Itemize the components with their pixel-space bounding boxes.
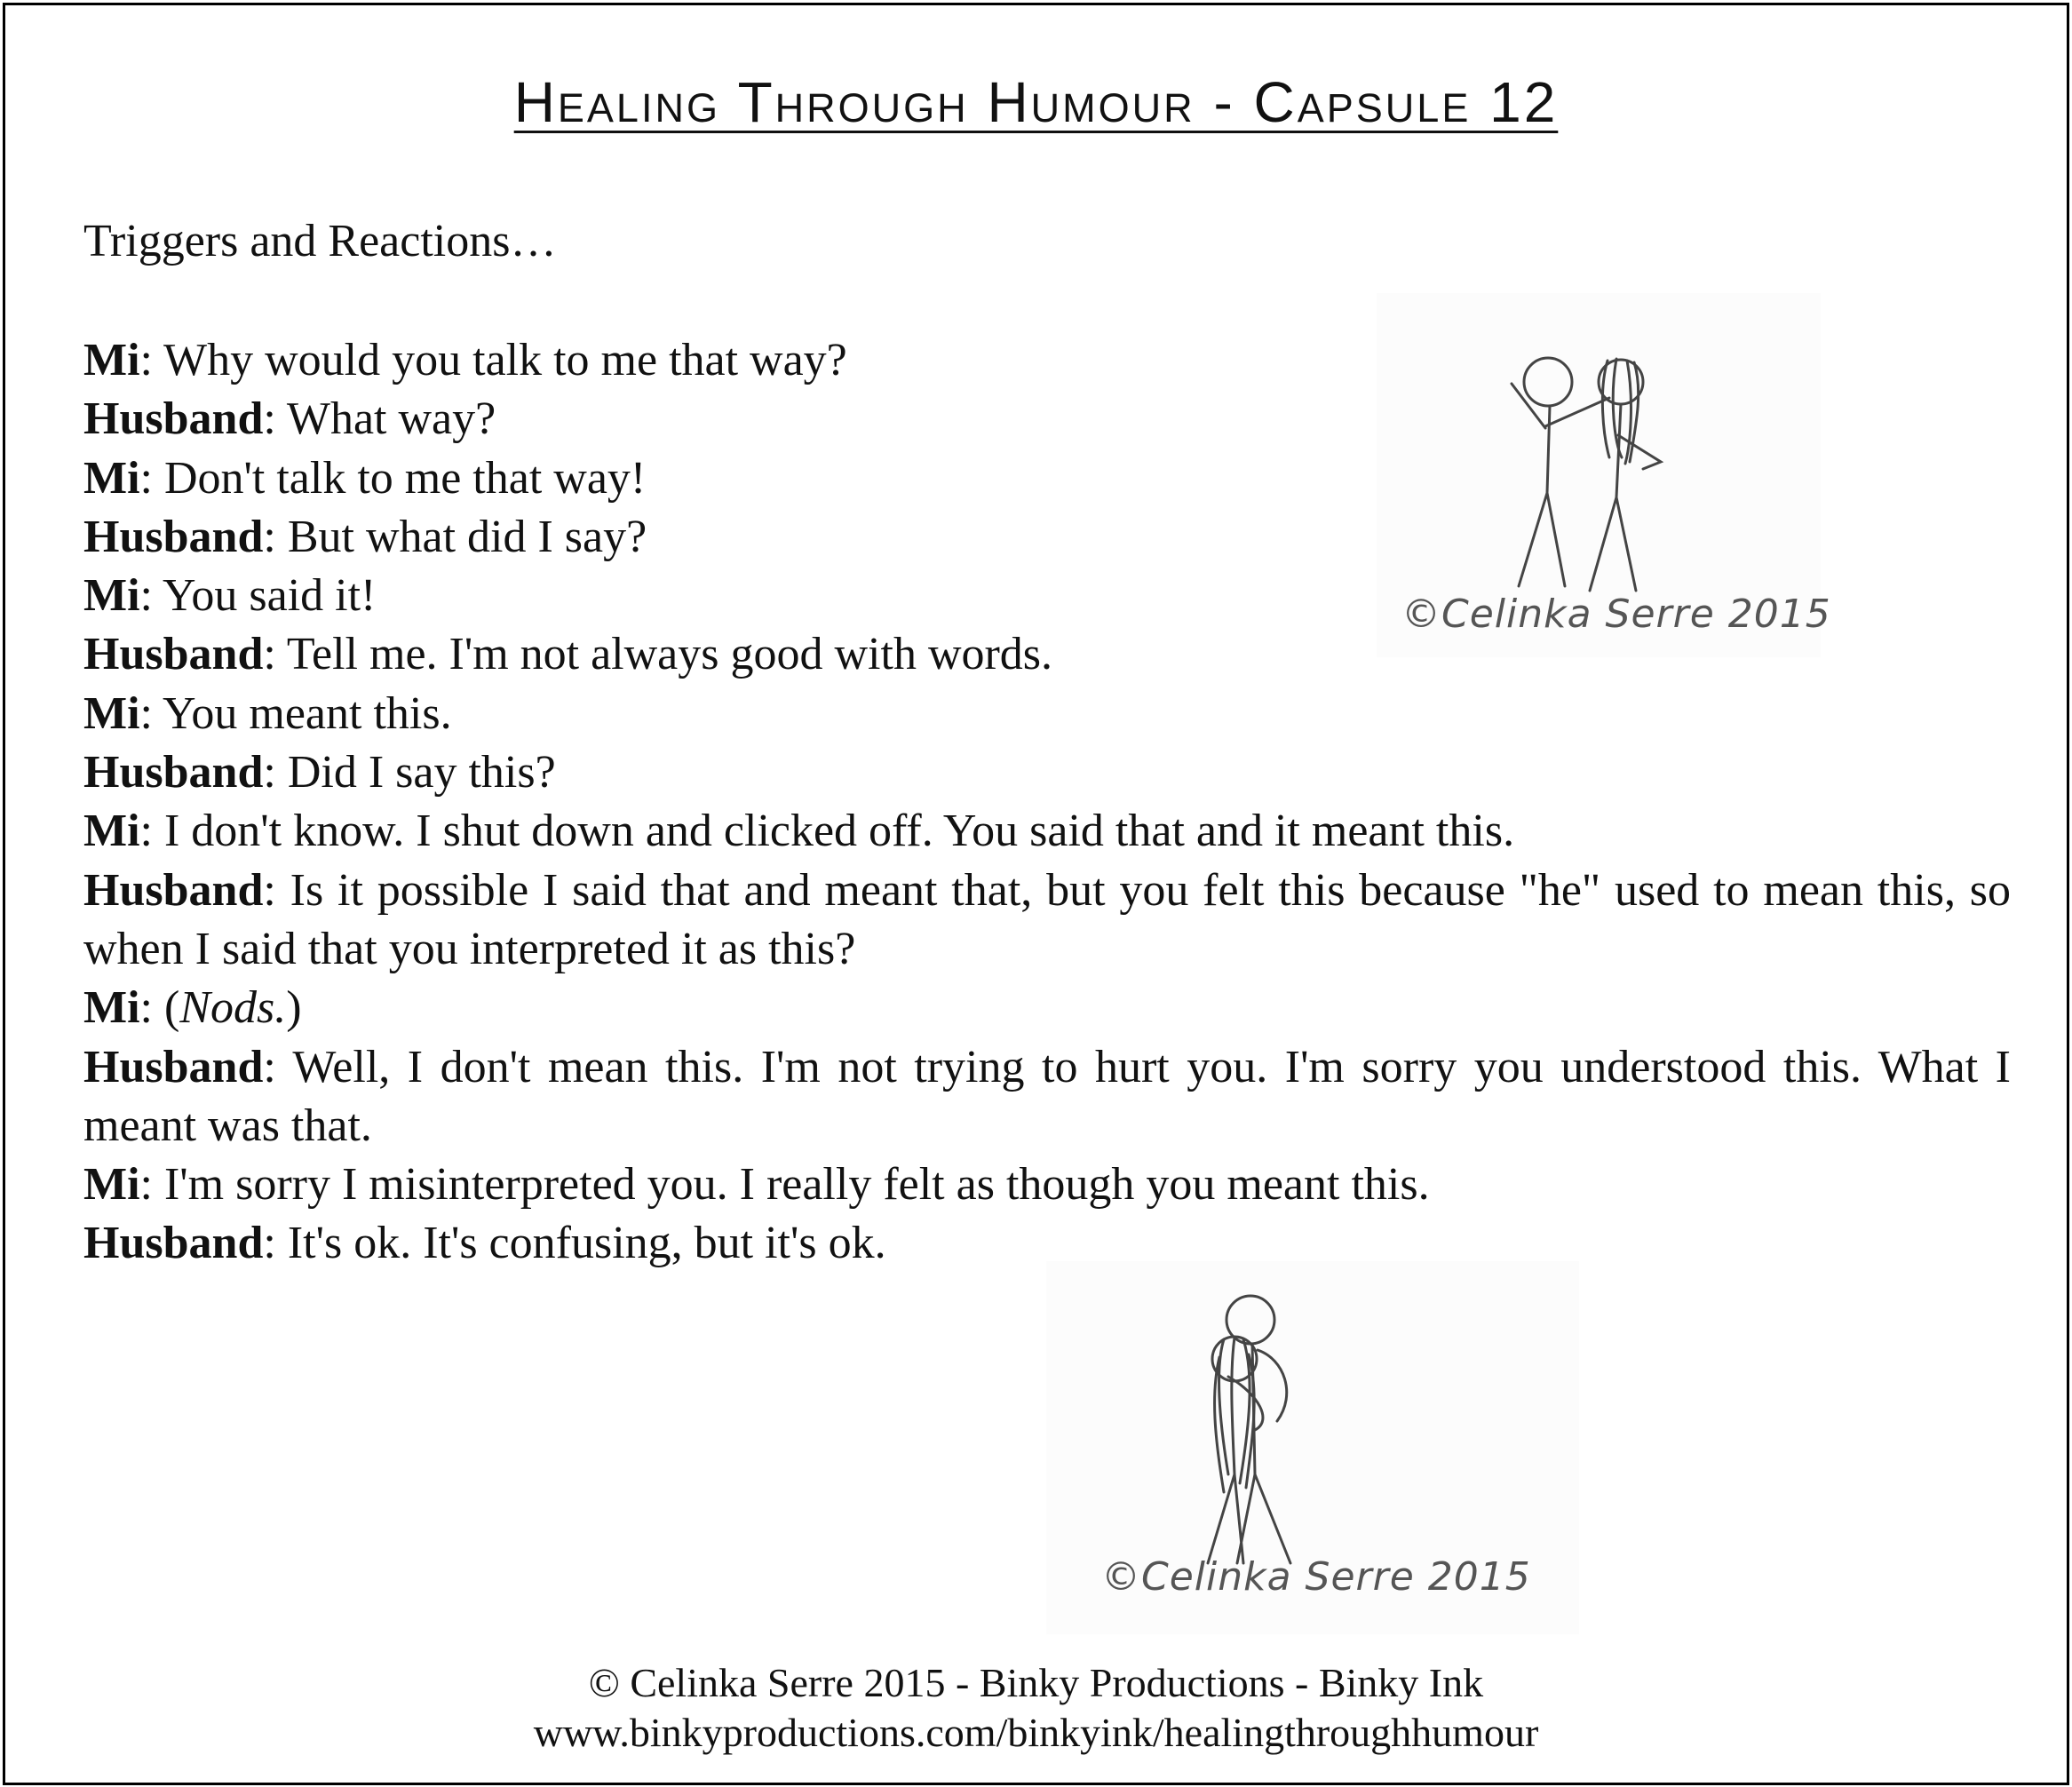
speaker-name: Husband <box>83 393 264 445</box>
line-text: : ( <box>139 982 180 1034</box>
dialogue-line <box>83 979 2011 1037</box>
speaker-name: Husband <box>83 864 264 916</box>
line-text: : Well, I don't mean this. I'm not trying to hurt you. I'm sorry you understood this. What I meant was that. <box>83 1041 2011 1151</box>
dialogue-line <box>83 1038 2011 1156</box>
line-text: : You meant this. <box>139 687 452 739</box>
subtitle: Triggers and Reactions… <box>83 216 557 266</box>
dialogue-line <box>83 743 2011 802</box>
speaker-name: Husband <box>83 1041 264 1092</box>
line-text: : I don't know. I shut down and clicked off. You said that and it meant this. <box>139 806 1515 857</box>
footer-url[interactable]: www.binkyproductions.com/binkyink/healingthroughhumour <box>533 1710 1539 1755</box>
hugging-sketch <box>1046 1261 1579 1634</box>
line-text: : What way? <box>263 393 496 445</box>
speaker-name: Mi <box>83 687 140 739</box>
line-text: : Tell me. I'm not always good with words. <box>263 629 1053 680</box>
dialogue-line <box>83 685 2011 743</box>
speaker-name: Mi <box>83 452 140 504</box>
footer-copyright: © Celinka Serre 2015 - Binky Productions - Binky Ink <box>588 1660 1484 1705</box>
dialogue-line <box>83 862 2011 980</box>
line-text: ) <box>286 982 302 1034</box>
speaker-name: Mi <box>83 570 140 622</box>
speaker-name: Husband <box>83 629 264 680</box>
line-text: : But what did I say? <box>263 511 647 562</box>
stage-direction: Nods. <box>179 982 287 1034</box>
arguing-sketch <box>1377 293 1831 657</box>
line-text: : Did I say this? <box>263 747 556 798</box>
speaker-name: Mi <box>83 982 140 1034</box>
dialogue-line <box>83 802 2011 861</box>
sketch-credit: ©Celinka Serre 2015 <box>1401 592 1831 637</box>
line-text: : Is it possible I said that and meant that, but you felt this because "he" used to mean this, so when I said that you interpreted it as this? <box>83 864 2011 974</box>
speaker-name: Husband <box>83 511 264 562</box>
sketch-credit: ©Celinka Serre 2015 <box>1101 1554 1531 1600</box>
line-text: : You said it! <box>139 570 377 622</box>
speaker-name: Husband <box>83 747 264 798</box>
dialogue-line <box>83 1156 2011 1214</box>
line-text: : Why would you talk to me that way? <box>139 335 847 385</box>
line-text: : Don't talk to me that way! <box>139 452 647 504</box>
speaker-name: Husband <box>83 1218 264 1269</box>
speaker-name: Mi <box>83 1159 140 1211</box>
page-title: Healing Through Humour - Capsule 12 <box>513 70 1559 134</box>
speaker-name: Mi <box>83 335 140 385</box>
line-text: : I'm sorry I misinterpreted you. I really felt as though you meant this. <box>139 1159 1430 1211</box>
line-text: : It's ok. It's confusing, but it's ok. <box>263 1218 886 1269</box>
speaker-name: Mi <box>83 806 140 857</box>
